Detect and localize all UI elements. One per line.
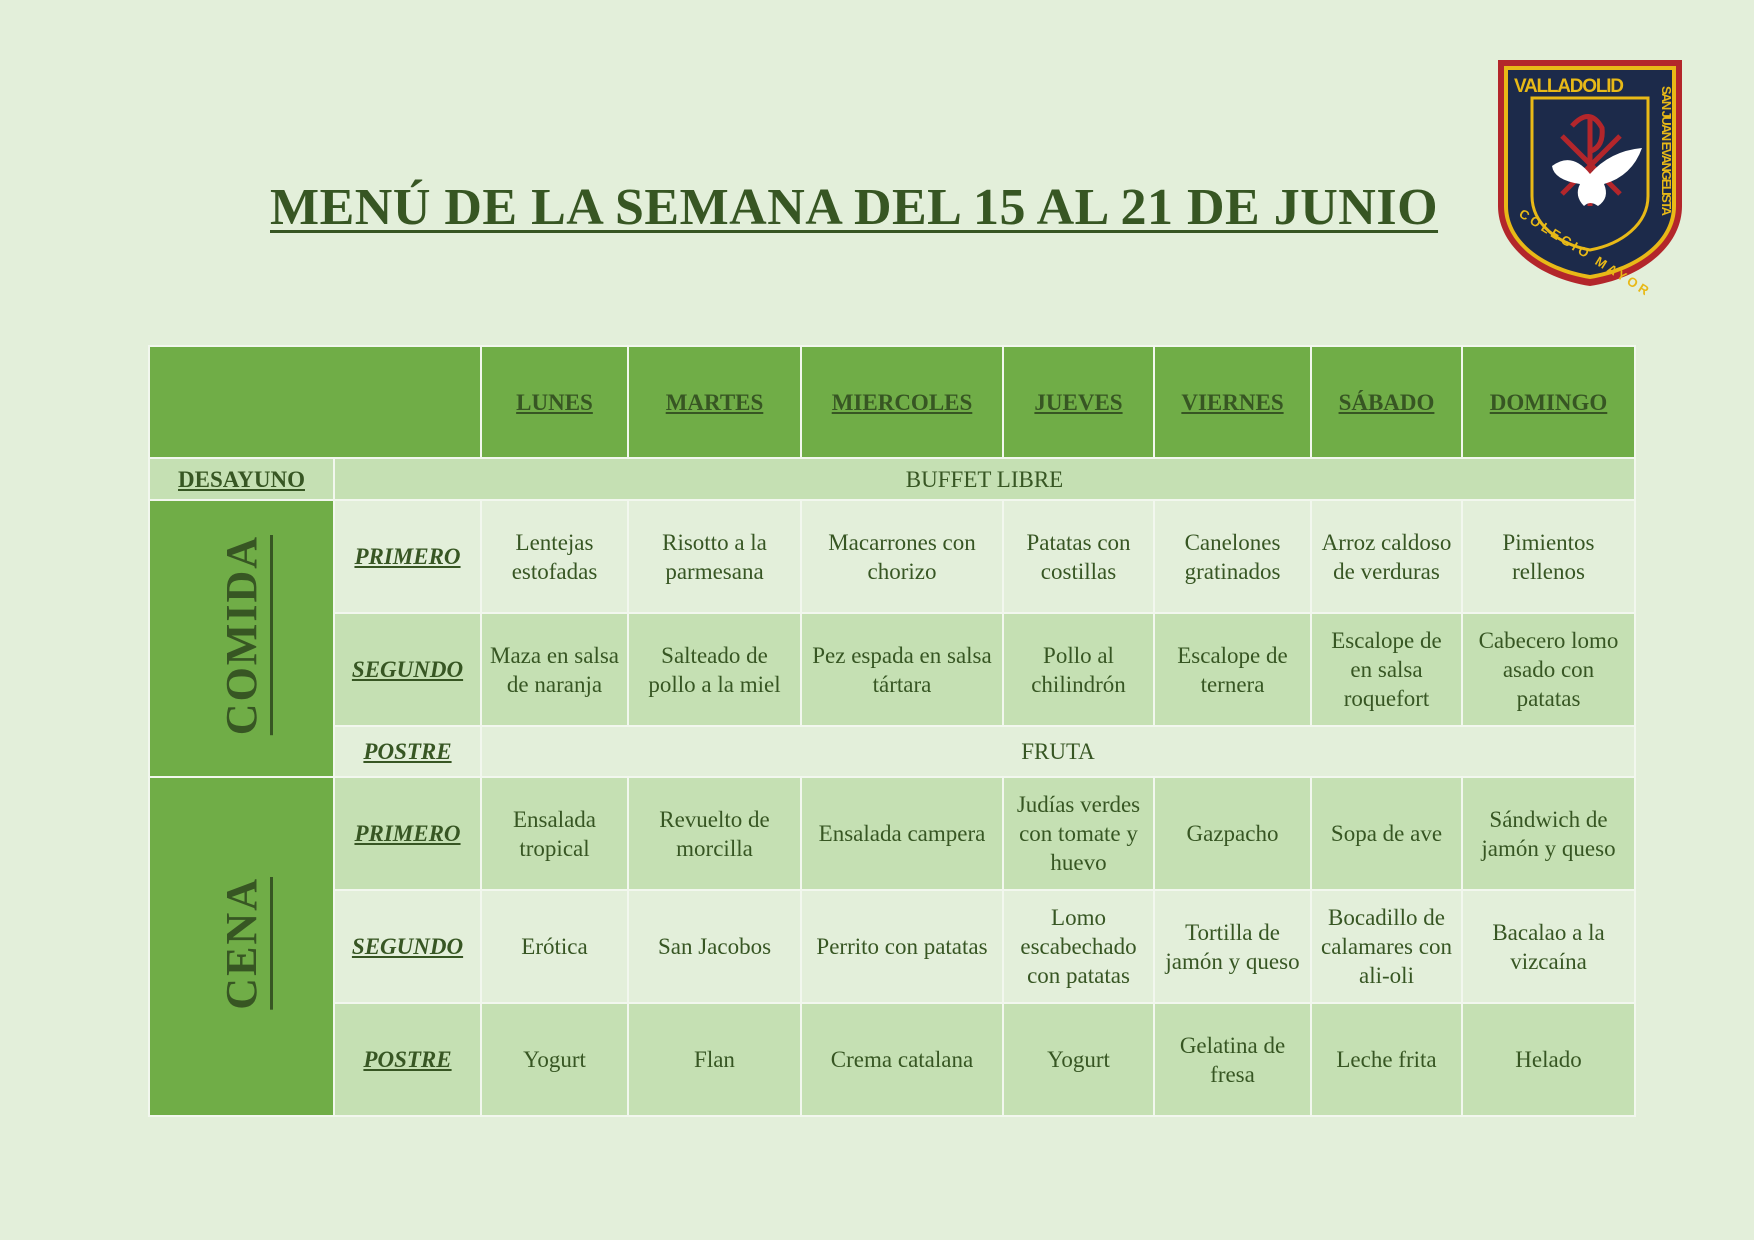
menu-cell: Ensalada campera	[801, 777, 1003, 890]
menu-cell: Escalope de en salsa roquefort	[1311, 613, 1462, 726]
course-label: POSTRE	[334, 726, 481, 777]
menu-cell: Yogurt	[1003, 1003, 1154, 1116]
menu-cell: Leche frita	[1311, 1003, 1462, 1116]
svg-text:SAN JUAN EVANGELISTA: SAN JUAN EVANGELISTA	[1659, 86, 1674, 216]
menu-cell: Pimientos rellenos	[1462, 500, 1635, 613]
course-label: POSTRE	[334, 1003, 481, 1116]
header-row	[149, 346, 1635, 458]
menu-cell: Macarrones con chorizo	[801, 500, 1003, 613]
desayuno-label: DESAYUNO	[149, 458, 334, 500]
menu-cell: Canelones gratinados	[1154, 500, 1311, 613]
menu-cell: Maza en salsa de naranja	[481, 613, 628, 726]
header-corner	[149, 346, 481, 458]
svg-text:COLEGIO MAYOR: COLEGIO MAYOR	[1516, 205, 1652, 299]
comida-label: COMIDA	[217, 534, 266, 736]
desayuno-row	[149, 458, 1635, 500]
course-label: PRIMERO	[334, 500, 481, 613]
menu-cell: San Jacobos	[628, 890, 801, 1003]
menu-cell: Sándwich de jamón y queso	[1462, 777, 1635, 890]
cena-label: CENA	[217, 876, 266, 1010]
menu-cell: Pollo al chilindrón	[1003, 613, 1154, 726]
menu-cell: Bacalao a la vizcaína	[1462, 890, 1635, 1003]
day-header-sabado: SÁBADO	[1311, 346, 1462, 458]
cena-side-label	[149, 777, 334, 1116]
cena-segundo-row	[149, 890, 1635, 1003]
menu-cell: Escalope de ternera	[1154, 613, 1311, 726]
menu-cell: Helado	[1462, 1003, 1635, 1116]
menu-cell: Gazpacho	[1154, 777, 1311, 890]
course-label: SEGUNDO	[334, 890, 481, 1003]
menu-cell: Salteado de pollo a la miel	[628, 613, 801, 726]
comida-primero-row	[149, 500, 1635, 613]
comida-segundo-row	[149, 613, 1635, 726]
menu-cell: Sopa de ave	[1311, 777, 1462, 890]
menu-cell: Pez espada en salsa tártara	[801, 613, 1003, 726]
page-title: MENÚ DE LA SEMANA DEL 15 AL 21 DE JUNIO	[270, 179, 1439, 236]
comida-postre-row	[149, 726, 1635, 777]
day-header-jueves: JUEVES	[1003, 346, 1154, 458]
day-header-domingo: DOMINGO	[1462, 346, 1635, 458]
menu-cell: Cabecero lomo asado con patatas	[1462, 613, 1635, 726]
menu-cell: Gelatina de fresa	[1154, 1003, 1311, 1116]
comida-side-label	[149, 500, 334, 777]
svg-text:VALLADOLID: VALLADOLID	[1514, 76, 1624, 97]
desayuno-value: BUFFET LIBRE	[334, 458, 1635, 500]
course-label: PRIMERO	[334, 777, 481, 890]
menu-cell: Lentejas estofadas	[481, 500, 628, 613]
day-header-viernes: VIERNES	[1154, 346, 1311, 458]
menu-cell: Flan	[628, 1003, 801, 1116]
day-header-miercoles: MIERCOLES	[801, 346, 1003, 458]
menu-cell: Arroz caldoso de verduras	[1311, 500, 1462, 613]
menu-cell: Revuelto de morcilla	[628, 777, 801, 890]
menu-cell: Perrito con patatas	[801, 890, 1003, 1003]
menu-cell: Erótica	[481, 890, 628, 1003]
menu-cell: Tortilla de jamón y queso	[1154, 890, 1311, 1003]
menu-cell: Risotto a la parmesana	[628, 500, 801, 613]
menu-cell: Patatas con costillas	[1003, 500, 1154, 613]
menu-cell: Judías verdes con tomate y huevo	[1003, 777, 1154, 890]
comida-postre-value: FRUTA	[481, 726, 1635, 777]
day-header-martes: MARTES	[628, 346, 801, 458]
menu-cell: Bocadillo de calamares con ali-oli	[1311, 890, 1462, 1003]
menu-cell: Yogurt	[481, 1003, 628, 1116]
day-header-lunes: LUNES	[481, 346, 628, 458]
cena-postre-row	[149, 1003, 1635, 1116]
cena-primero-row	[149, 777, 1635, 890]
weekly-menu-table	[148, 345, 1636, 1117]
menu-cell: Crema catalana	[801, 1003, 1003, 1116]
course-label: SEGUNDO	[334, 613, 481, 726]
menu-cell: Ensalada tropical	[481, 777, 628, 890]
menu-cell: Lomo escabechado con patatas	[1003, 890, 1154, 1003]
college-crest-logo	[1492, 56, 1688, 299]
